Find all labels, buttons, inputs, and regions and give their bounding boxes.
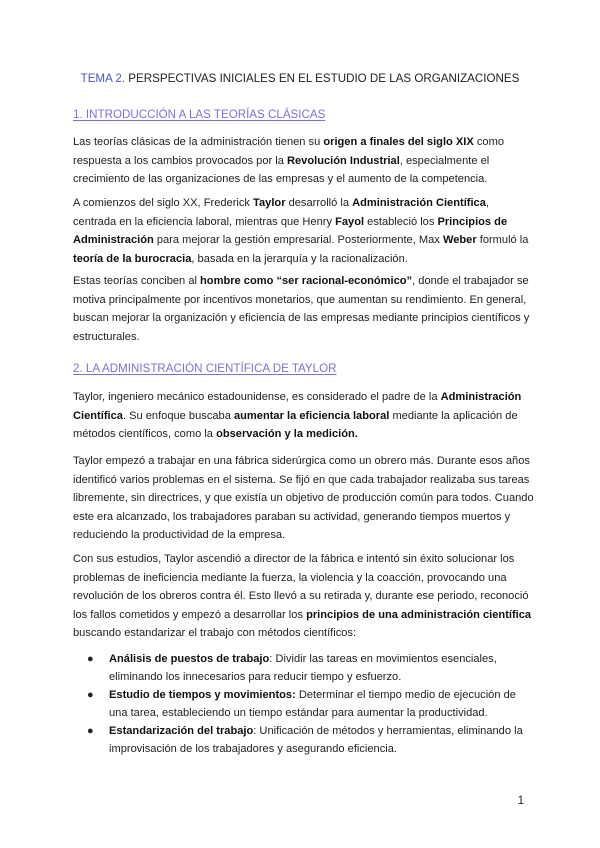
list-item-text: Análisis de puestos de trabajo: Dividir las tareas en movimientos esenciales, eliminando los innecesarios para reducir tiempo y esfuerzo. <box>109 653 497 683</box>
bold-run: Revolución Industrial <box>286 154 400 167</box>
page-number: 1 <box>517 795 524 807</box>
bold-run: Estudio de tiempos y movimientos: <box>109 689 296 702</box>
bullet-icon: ● <box>87 689 94 702</box>
list-item-text: Estandarización del trabajo: Unificación de métodos y herramientas, eliminando la improvisación de los trabajadores y asegurando eficiencia. <box>109 725 523 755</box>
section-2-paragraph-2: Taylor empezó a trabajar en una fábrica siderúrgica como un obrero más. Durante esos años identificó varios problemas en el sistema. Se fijó en que cada trabajador realizaba sus tareas libremente, sin directrices, y que existía un objetivo de producción común para todos. Cuando este era alcanzado, los trabajadores paraban su actividad, generando tiempos muertos y reduciendo la productividad de la empresa. <box>73 455 534 542</box>
title-tema-label: TEMA 2. <box>80 72 126 85</box>
list-item <box>73 687 535 722</box>
section-1-paragraph-2: A comienzos del siglo XX, Frederick Taylor desarrolló la Administración Científica, centrada en la eficiencia laboral, mientras que Henry Fayol estableció los Principios de Administración para mejorar la gestión empresarial. Posteriormente, Max Weber formuló la teoría de la burocracia, basada en la jerarquía y la racionalización. <box>73 197 529 265</box>
bold-run: origen a finales del siglo XIX <box>323 136 474 148</box>
bold-run: Administración Científica <box>352 197 486 209</box>
list-item-text: Estudio de tiempos y movimientos: Determinar el tiempo medio de ejecución de una tarea, estableciendo un tiempo estándar para aumentar la productividad. <box>109 689 516 719</box>
bold-run: Análisis de puestos de trabajo <box>109 653 270 665</box>
bold-run: Weber <box>442 234 477 247</box>
section-2-paragraph-1: Taylor, ingeniero mecánico estadounidense, es considerado el padre de la Administración Científica. Su enfoque buscaba aumentar la eficiencia laboral mediante la aplicación de métodos científicos, como la observación y la medición. <box>73 391 522 441</box>
title-text: PERSPECTIVAS INICIALES EN EL ESTUDIO DE LAS ORGANIZACIONES <box>125 72 520 85</box>
section-1-heading: 1. INTRODUCCIÓN A LAS TEORÍAS CLÁSICAS <box>73 108 326 121</box>
bold-run: teoría de la burocracia <box>73 252 192 265</box>
bold-run: hombre como “ser racional-económico” <box>200 275 413 287</box>
list-item <box>73 723 535 758</box>
bold-run: Principios de Administración <box>73 215 508 247</box>
bold-run: principios de una administración científica <box>306 608 532 621</box>
bullet-icon: ● <box>87 653 94 665</box>
bold-run: observación y la medición. <box>216 428 358 441</box>
page-title <box>0 72 600 85</box>
section-1-paragraph-1: Las teorías clásicas de la administración tienen su origen a finales del siglo XIX como respuesta a los cambios provocados por la Revolución Industrial, especialmente el crecimiento de las organizaciones de las empresas y el aumento de la competencia. <box>73 136 504 186</box>
section-1-paragraph-3: Estas teorías conciben al hombre como “ser racional-económico”, donde el trabajador se motiva principalmente por incentivos monetarios, que aumentan su rendimiento. En general, buscan mejorar la organización y eficiencia de las empresas mediante principios científicos y estructurales. <box>73 275 530 343</box>
section-2-paragraph-3: Con sus estudios, Taylor ascendió a director de la fábrica e intentó sin éxito solucionar los problemas de ineficiencia mediante la fuerza, la violencia y la coacción, provocando una revolución de los obreros contra él. Esto llevó a su retirada y, durante ese periodo, reconoció los fallos cometidos y empezó a desarrollar los principios de una administración científica buscando estandarizar el trabajo con métodos científicos: <box>73 553 532 640</box>
bold-run: Taylor <box>253 197 286 209</box>
bold-run: Fayol <box>335 215 365 228</box>
list-item <box>73 651 535 686</box>
bold-run: Administración Científica <box>73 391 522 422</box>
section-2-heading: 2. LA ADMINISTRACIÓN CIENTÍFICA DE TAYLOR <box>73 362 337 375</box>
principles-list <box>73 651 535 760</box>
bullet-icon: ● <box>87 725 94 738</box>
bold-run: aumentar la eficiencia laboral <box>233 409 390 422</box>
bold-run: Estandarización del trabajo <box>109 725 254 738</box>
